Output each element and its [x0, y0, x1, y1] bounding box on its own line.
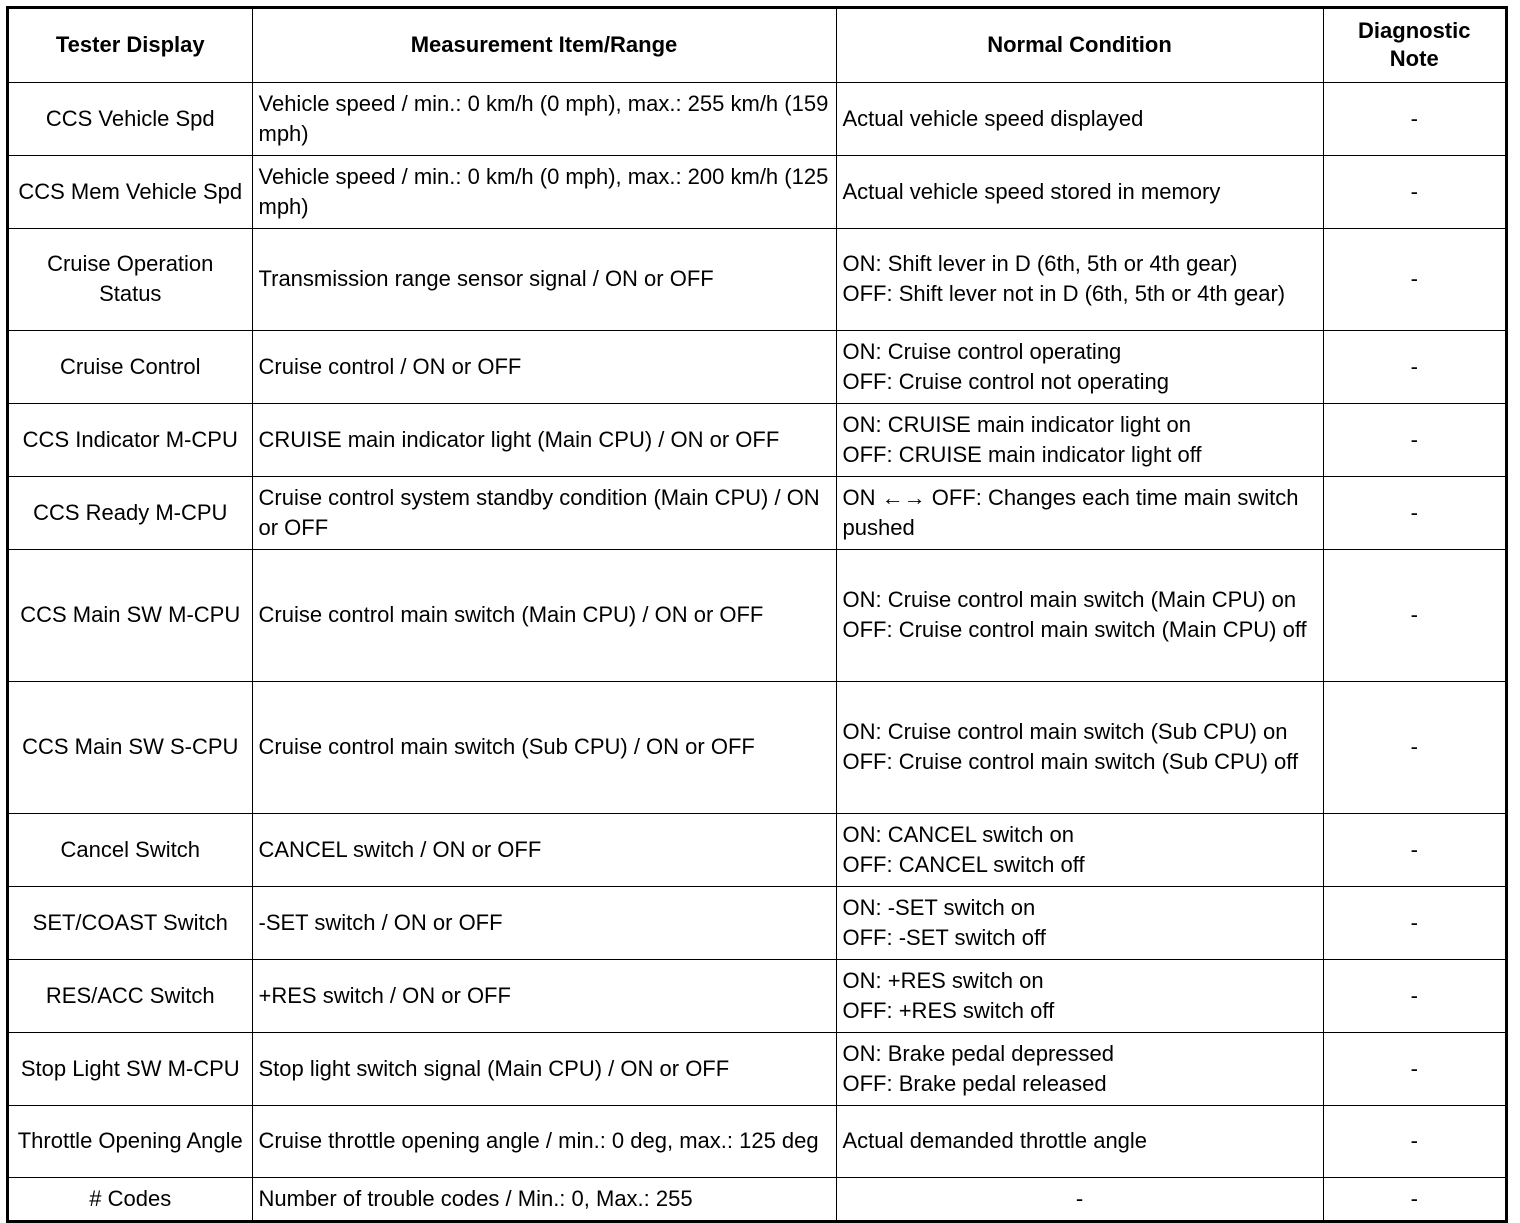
cell-measurement-item: Vehicle speed / min.: 0 km/h (0 mph), max.: 200 km/h (125 mph) — [252, 155, 836, 228]
table-row — [9, 1177, 1505, 1220]
condition-line: OFF: Cruise control not operating — [842, 368, 1169, 394]
cell-tester-display: Cruise Control — [9, 330, 252, 403]
condition-line: OFF: Brake pedal released — [842, 1070, 1107, 1096]
table-row — [9, 549, 1505, 681]
cell-measurement-item: +RES switch / ON or OFF — [252, 959, 836, 1032]
cell-tester-display: CCS Vehicle Spd — [9, 82, 252, 155]
table-row — [9, 476, 1505, 549]
condition-line: ON: Cruise control operating — [842, 338, 1122, 364]
condition-line: OFF: Cruise control main switch (Main CPU) off — [842, 617, 1307, 642]
header-measurement-item: Measurement Item/Range — [252, 9, 836, 82]
condition-line: ON ←→ OFF: Changes each time main switch pushed — [842, 484, 1299, 540]
cell-normal-condition — [836, 549, 1323, 681]
cell-diagnostic-note: - — [1323, 1177, 1505, 1220]
header-diagnostic-line2: Note — [1389, 46, 1439, 72]
cell-normal-condition — [836, 1032, 1323, 1105]
cell-diagnostic-note: - — [1323, 228, 1505, 330]
condition-line: Actual vehicle speed displayed — [842, 105, 1144, 131]
cell-measurement-item: Stop light switch signal (Main CPU) / ON or OFF — [252, 1032, 836, 1105]
cell-tester-display: CCS Main SW S-CPU — [9, 681, 252, 813]
table-row — [9, 886, 1505, 959]
data-list-table-frame — [6, 6, 1508, 1223]
condition-line: ON: +RES switch on — [842, 967, 1044, 993]
cell-measurement-item: Vehicle speed / min.: 0 km/h (0 mph), max.: 255 km/h (159 mph) — [252, 82, 836, 155]
cell-measurement-item: CANCEL switch / ON or OFF — [252, 813, 836, 886]
cell-normal-condition — [836, 155, 1323, 228]
condition-line: OFF: CRUISE main indicator light off — [842, 441, 1202, 467]
header-diagnostic-note — [1323, 9, 1505, 82]
cell-normal-condition — [836, 228, 1323, 330]
cell-measurement-item: Cruise throttle opening angle / min.: 0 deg, max.: 125 deg — [252, 1105, 836, 1177]
table-row — [9, 82, 1505, 155]
cell-tester-display: Cancel Switch — [9, 813, 252, 886]
cell-tester-display: RES/ACC Switch — [9, 959, 252, 1032]
cell-tester-display: CCS Ready M-CPU — [9, 476, 252, 549]
table-row — [9, 959, 1505, 1032]
cell-normal-condition — [836, 82, 1323, 155]
cell-normal-condition — [836, 330, 1323, 403]
cell-diagnostic-note: - — [1323, 476, 1505, 549]
cell-normal-condition — [836, 1177, 1323, 1220]
cell-tester-display: Stop Light SW M-CPU — [9, 1032, 252, 1105]
cell-tester-display: CCS Mem Vehicle Spd — [9, 155, 252, 228]
cell-normal-condition — [836, 476, 1323, 549]
cell-tester-display: # Codes — [9, 1177, 252, 1220]
cell-normal-condition — [836, 681, 1323, 813]
cell-normal-condition — [836, 886, 1323, 959]
cell-normal-condition — [836, 959, 1323, 1032]
condition-line: OFF: +RES switch off — [842, 997, 1055, 1023]
cell-tester-display: SET/COAST Switch — [9, 886, 252, 959]
cell-diagnostic-note: - — [1323, 681, 1505, 813]
header-row — [9, 9, 1505, 82]
header-tester-display: Tester Display — [9, 9, 252, 82]
condition-line: ON: Cruise control main switch (Main CPU) on — [842, 587, 1297, 612]
data-list-table — [9, 9, 1505, 1220]
condition-line: ON: CANCEL switch on — [842, 821, 1074, 847]
cell-measurement-item: -SET switch / ON or OFF — [252, 886, 836, 959]
condition-line: Actual demanded throttle angle — [842, 1128, 1148, 1153]
header-diagnostic-line1: Diagnostic — [1358, 18, 1471, 44]
cell-diagnostic-note: - — [1323, 1105, 1505, 1177]
cell-measurement-item: Cruise control system standby condition (Main CPU) / ON or OFF — [252, 476, 836, 549]
condition-line: ON: Cruise control main switch (Sub CPU) on — [842, 719, 1288, 744]
cell-measurement-item: Number of trouble codes / Min.: 0, Max.: 255 — [252, 1177, 836, 1220]
cell-measurement-item: Cruise control / ON or OFF — [252, 330, 836, 403]
condition-line: OFF: -SET switch off — [842, 924, 1046, 950]
cell-diagnostic-note: - — [1323, 549, 1505, 681]
condition-line: ON: Brake pedal depressed — [842, 1040, 1114, 1066]
cell-diagnostic-note: - — [1323, 330, 1505, 403]
cell-diagnostic-note: - — [1323, 155, 1505, 228]
table-row — [9, 1105, 1505, 1177]
table-row — [9, 155, 1505, 228]
table-body — [9, 82, 1505, 1220]
cell-tester-display: CCS Indicator M-CPU — [9, 403, 252, 476]
table-row — [9, 330, 1505, 403]
cell-diagnostic-note: - — [1323, 959, 1505, 1032]
cell-normal-condition — [836, 403, 1323, 476]
cell-measurement-item: Transmission range sensor signal / ON or OFF — [252, 228, 836, 330]
table-row — [9, 1032, 1505, 1105]
table-row — [9, 681, 1505, 813]
condition-line: - — [1075, 1185, 1084, 1211]
condition-line: ON: -SET switch on — [842, 894, 1036, 920]
cell-diagnostic-note: - — [1323, 813, 1505, 886]
cell-tester-display: Cruise Operation Status — [9, 228, 252, 330]
cell-diagnostic-note: - — [1323, 403, 1505, 476]
cell-diagnostic-note: - — [1323, 1032, 1505, 1105]
cell-normal-condition — [836, 813, 1323, 886]
cell-diagnostic-note: - — [1323, 886, 1505, 959]
condition-line: OFF: Shift lever not in D (6th, 5th or 4th gear) — [842, 281, 1286, 306]
condition-line: OFF: CANCEL switch off — [842, 851, 1085, 877]
cell-measurement-item: Cruise control main switch (Sub CPU) / ON or OFF — [252, 681, 836, 813]
condition-line: OFF: Cruise control main switch (Sub CPU) off — [842, 749, 1299, 774]
condition-line: Actual vehicle speed stored in memory — [842, 178, 1221, 204]
cell-measurement-item: Cruise control main switch (Main CPU) / ON or OFF — [252, 549, 836, 681]
condition-line: ON: CRUISE main indicator light on — [842, 411, 1191, 437]
table-row — [9, 228, 1505, 330]
cell-tester-display: Throttle Opening Angle — [9, 1105, 252, 1177]
cell-measurement-item: CRUISE main indicator light (Main CPU) / ON or OFF — [252, 403, 836, 476]
cell-diagnostic-note: - — [1323, 82, 1505, 155]
header-normal-condition: Normal Condition — [836, 9, 1323, 82]
condition-line: ON: Shift lever in D (6th, 5th or 4th gear) — [842, 251, 1238, 276]
cell-tester-display: CCS Main SW M-CPU — [9, 549, 252, 681]
cell-normal-condition — [836, 1105, 1323, 1177]
table-row — [9, 403, 1505, 476]
table-row — [9, 813, 1505, 886]
